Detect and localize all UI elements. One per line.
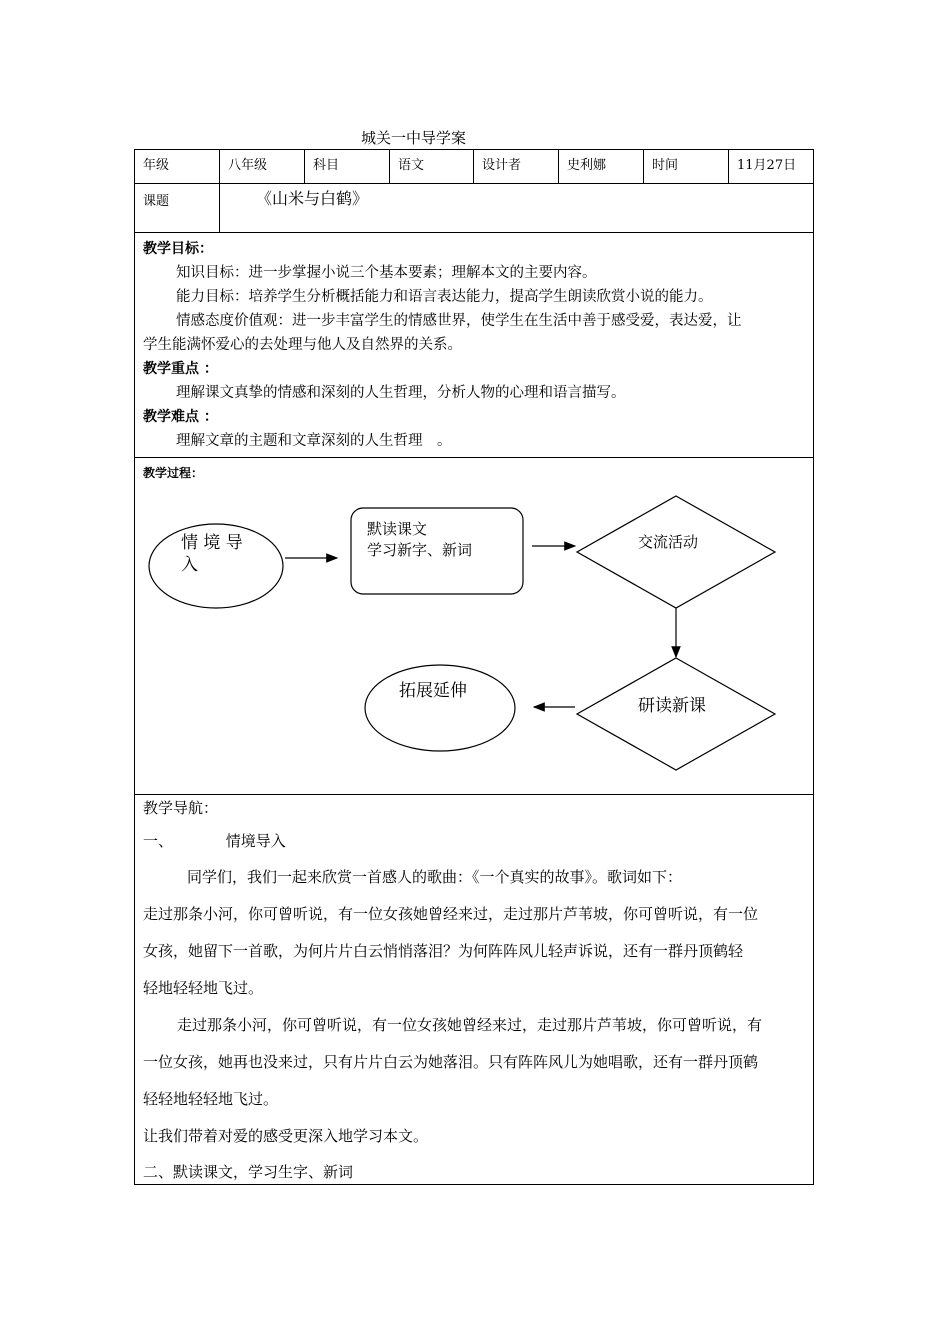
lyric2-line1: 走过那条小河，你可曾听说，有一位女孩她曾经来过，走过那片芦苇坡，你可曾听说，有: [177, 1016, 763, 1034]
key-point-text: 理解课文真挚的情感和深刻的人生哲理，分析人物的心理和语言描写。: [176, 385, 626, 401]
designer-value: 史利娜: [559, 150, 644, 183]
process-heading: 教学过程：: [143, 466, 204, 480]
section1-number: 一、: [143, 832, 174, 850]
intro-node-label-1: 情 境 导: [181, 533, 243, 553]
time-label: 时间: [644, 150, 729, 183]
study-node-label: 研读新课: [638, 696, 706, 716]
grade-label: 年级: [135, 150, 220, 183]
extend-node-ellipse: [365, 665, 515, 751]
section2-title: 二、默读课文，学习生字、新词: [143, 1163, 354, 1181]
document-title: 城关一中导学案: [361, 129, 467, 147]
lyric1-line3: 轻地轻轻地飞过。: [143, 979, 264, 997]
intro-node-label-2: 入: [181, 555, 198, 575]
closing-line: 让我们带着对爱的感受更深入地学习本文。: [143, 1127, 429, 1145]
topic-row: [134, 183, 814, 233]
difficulty-heading: 教学难点 ：: [143, 409, 218, 425]
section1-title: 情境导入: [225, 832, 286, 850]
difficulty-text: 理解文章的主题和文章深刻的人生哲理 。: [176, 433, 452, 449]
lyric2-line3: 轻轻地轻轻地飞过。: [143, 1090, 279, 1108]
topic-value: 《山米与白鹤》: [256, 189, 369, 208]
key-point-heading: 教学重点 ：: [143, 361, 218, 377]
topic-label: 课题: [135, 184, 220, 232]
objectives-heading: 教学目标：: [143, 241, 213, 257]
subject-value: 语文: [390, 150, 474, 183]
time-value: 11月27日: [737, 158, 797, 173]
emotion-objective-line2: 学生能满怀爱心的去处理与他人及自然界的关系。: [143, 337, 462, 353]
emotion-objective-line1: 情感态度价值观：进一步丰富学生的情感世界，使学生在生活中善于感受爱，表达爱，让: [176, 313, 742, 329]
subject-label: 科目: [305, 150, 390, 183]
read-node-label-2: 学习新字、新词: [367, 541, 473, 559]
process-section: [134, 457, 814, 795]
section1-row: [143, 823, 805, 859]
lyric1-line1: 走过那条小河，你可曾听说，有一位女孩她曾经来过，走过那片芦苇坡，你可曾听说，有一位: [143, 905, 759, 923]
lyric2-line2: 一位女孩，她再也没来过，只有片片白云为她落泪。只有阵阵风儿为她唱歌，还有一群丹顶鹤: [143, 1053, 759, 1071]
grade-value: 八年级: [220, 150, 305, 183]
exchange-node-diamond: [577, 496, 775, 608]
navigation-heading: 教学导航：: [143, 799, 219, 817]
ability-objective: 能力目标：培养学生分析概括能力和语言表达能力，提高学生朗读欣赏小说的能力。: [176, 289, 713, 305]
lyric1-line2: 女孩，她留下一首歌，为何片片白云悄悄落泪？为何阵阵风儿轻声诉说，还有一群丹顶鹤轻: [143, 942, 744, 960]
process-flowchart: [135, 458, 813, 794]
intro-paragraph: 同学们，我们一起来欣赏一首感人的歌曲：《一个真实的故事》。歌词如下：: [187, 868, 683, 886]
read-node-label-1: 默读课文: [367, 520, 428, 538]
exchange-node-label: 交流活动: [638, 533, 699, 551]
designer-label: 设计者: [474, 150, 559, 183]
objectives-section: [134, 232, 814, 458]
knowledge-objective: 知识目标：进一步掌握小说三个基本要素；理解本文的主要内容。: [176, 265, 597, 281]
navigation-section: [134, 794, 814, 1185]
extend-node-label: 拓展延伸: [399, 681, 467, 701]
header-row: [134, 149, 814, 184]
